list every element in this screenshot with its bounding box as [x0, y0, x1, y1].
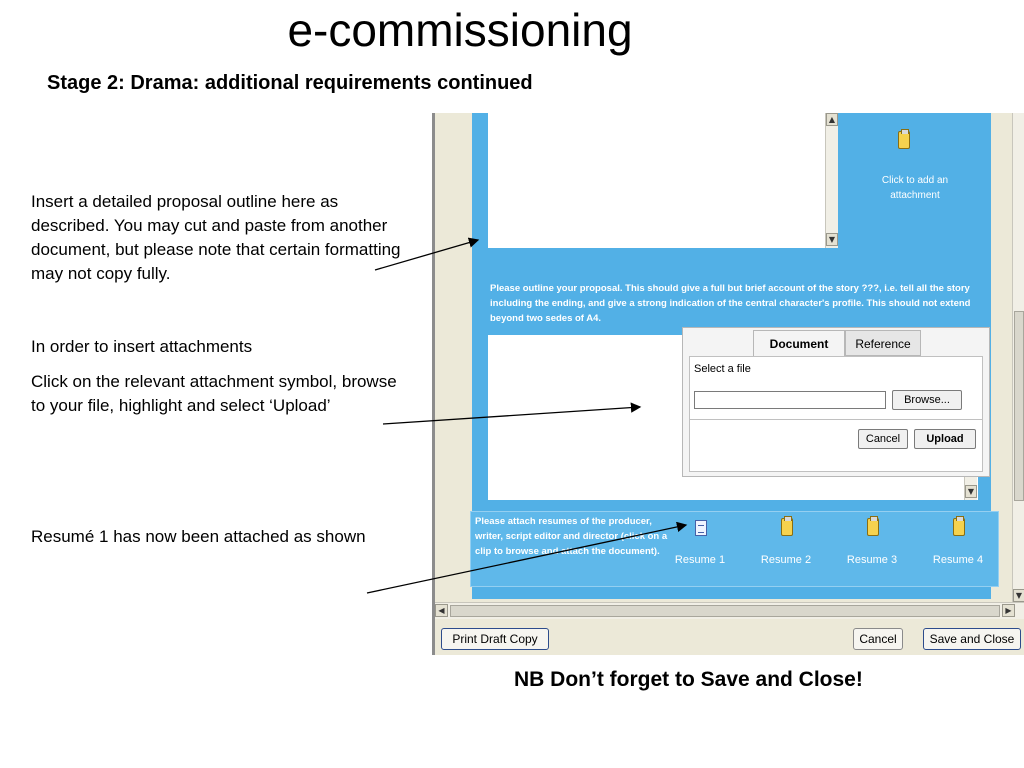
note-resume: Resumé 1 has now been attached as shown — [31, 527, 366, 546]
tab-reference[interactable]: Reference — [845, 330, 921, 356]
resume-2-label[interactable]: Resume 2 — [760, 554, 812, 566]
tab-document[interactable]: Document — [753, 330, 845, 356]
arrow-attachment — [383, 407, 640, 424]
note-attach-steps: Click on the relevant attachment symbol, browse to your file, highlight and select ‘Upload’ — [31, 372, 397, 415]
slide-subtitle: Stage 2: Drama: additional requirements continued — [47, 72, 533, 94]
nb-reminder: NB Don’t forget to Save and Close! — [514, 668, 863, 691]
scroll-right-icon[interactable]: ▶ — [1002, 604, 1015, 617]
save-and-close-button[interactable]: Save and Close — [923, 628, 1021, 650]
scroll-left-icon[interactable]: ◀ — [435, 604, 448, 617]
scroll-down-icon[interactable]: ▼ — [826, 233, 838, 246]
print-draft-button[interactable]: Print Draft Copy — [441, 628, 549, 650]
browse-button[interactable]: Browse... — [892, 390, 962, 410]
arrow-proposal — [375, 240, 478, 270]
proposal-instructions: Please outline your proposal. This should give a full but brief account of the story ???, i.e. tell all the story including the ending, and give a strong indication of the central character's profile. This should not extend beyond two sedes of A4. — [490, 283, 971, 324]
arrow-resume — [367, 525, 686, 593]
scroll-up-icon[interactable]: ▲ — [826, 113, 838, 126]
select-file-label: Select a file — [694, 363, 751, 375]
note-proposal: Insert a detailed proposal outline here as described. You may cut and paste from another document, but please note that certain formatting may not copy fully. — [31, 192, 401, 283]
cancel-upload-button[interactable]: Cancel — [858, 429, 908, 449]
add-attachment-label[interactable]: Click to add an attachment — [881, 175, 949, 201]
upload-button[interactable]: Upload — [914, 429, 976, 449]
resumes-instructions: Please attach resumes of the producer, writer, script editor and director (click on a clip to browse and attach the document). — [475, 516, 668, 557]
resume-3-label[interactable]: Resume 3 — [846, 554, 898, 566]
note-attach-heading: In order to insert attachments — [31, 337, 253, 356]
cancel-button[interactable]: Cancel — [853, 628, 903, 650]
resume-4-label[interactable]: Resume 4 — [932, 554, 984, 566]
scroll-down-icon[interactable]: ▼ — [1013, 589, 1024, 602]
scroll-down-icon[interactable]: ▼ — [965, 485, 977, 498]
slide-title: e-commissioning — [287, 4, 633, 56]
resume-1-label[interactable]: Resume 1 — [674, 554, 726, 566]
